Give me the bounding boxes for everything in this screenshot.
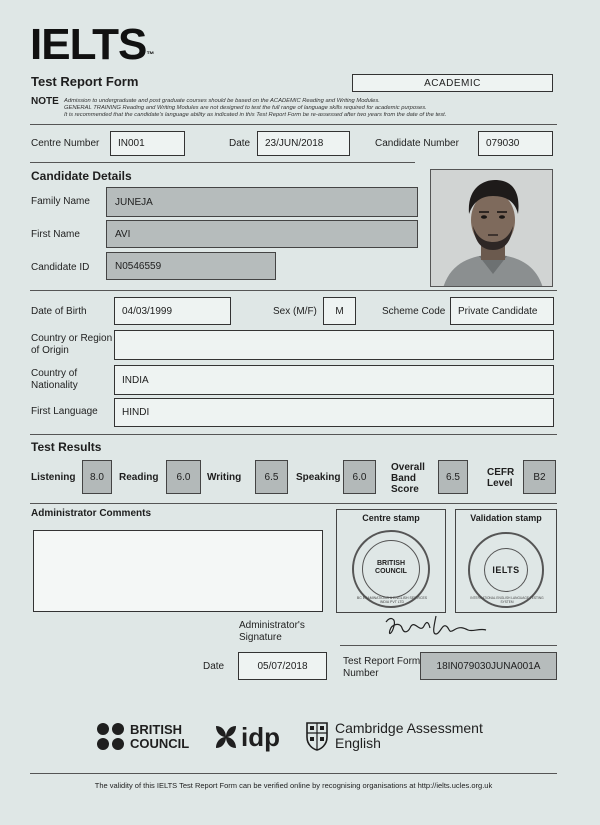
validation-stamp-box: [455, 509, 557, 613]
country-region-label: [31, 333, 112, 357]
candidate-number-field: 079030: [478, 131, 553, 156]
centre-number-field: IN001: [110, 131, 185, 156]
note-text: [64, 98, 554, 119]
candidate-details-heading: Candidate Details: [31, 169, 132, 183]
writing-label: Writing: [207, 472, 242, 483]
ielts-validation-stamp: [468, 532, 544, 608]
family-name-label: Family Name: [31, 196, 90, 207]
note-line: GENERAL TRAINING Reading and Writing Modules are not designed to test the full range of language skills required for academic purposes.: [64, 105, 427, 111]
british-council-text: COUNCIL: [130, 736, 190, 751]
overall-band-label: [391, 462, 425, 495]
cefr-label-line2: Level: [487, 478, 513, 489]
note-label: NOTE: [31, 96, 59, 107]
overall-label-line1: Overall: [391, 462, 425, 473]
british-council-dots-icon: [96, 722, 126, 752]
divider: [30, 124, 557, 125]
idp-logo: [213, 720, 280, 754]
first-language-field: HINDI: [114, 398, 554, 427]
nationality-label-line2: Nationality: [31, 380, 78, 391]
listening-label: Listening: [31, 472, 76, 483]
form-title: Test Report Form: [31, 74, 139, 89]
note-line: Admission to undergraduate and post graduate courses should be based on the ACADEMIC Reading and Writing Modules.: [64, 98, 380, 104]
centre-stamp-box: [336, 509, 446, 613]
issue-date-field: 05/07/2018: [238, 652, 327, 680]
cambridge-text: Cambridge Assessment: [335, 720, 483, 736]
admin-comments-field: [33, 530, 323, 612]
writing-score: 6.5: [255, 460, 288, 494]
first-name-field: AVI: [106, 220, 418, 248]
module-field: ACADEMIC: [352, 74, 553, 92]
british-council-text: BRITISH: [130, 722, 182, 737]
divider: [30, 434, 557, 435]
overall-label-line2: Band: [391, 473, 416, 484]
issue-date-label: Date: [203, 661, 225, 672]
nationality-label-line1: Country of: [31, 368, 78, 379]
trf-number-label: [343, 656, 420, 680]
dob-label: Date of Birth: [31, 306, 87, 317]
admin-comments-heading: Administrator Comments: [31, 508, 152, 519]
divider: [30, 290, 557, 291]
stamp-ring-text: INTERNATIONAL ENGLISH LANGUAGE TESTING SYSTEM: [470, 596, 544, 604]
centre-stamp-label: Centre stamp: [362, 513, 420, 523]
cefr-level-score: B2: [523, 460, 556, 494]
stamp-text: IELTS: [492, 565, 520, 575]
test-date-field: 23/JUN/2018: [257, 131, 350, 156]
british-council-logo: [96, 722, 189, 752]
admin-signature: [380, 612, 500, 642]
country-region-label-line2: of Origin: [31, 345, 69, 356]
note-line: It is recommended that the candidate's language ability as indicated in this Test Report Form be re-assessed after two years from the date of the test.: [64, 112, 447, 118]
candidate-number-label: Candidate Number: [375, 138, 459, 149]
admin-signature-label: [239, 620, 305, 644]
verification-text: The validity of this IELTS Test Report Form can be verified online by recognising organisations at http://ielts.ucles.org.uk: [94, 781, 493, 790]
cambridge-text: English: [335, 735, 381, 751]
test-results-heading: Test Results: [31, 440, 102, 454]
divider: [30, 162, 415, 163]
trf-label-line1: Test Report Form: [343, 656, 421, 667]
sex-field: M: [323, 297, 356, 325]
divider: [30, 503, 557, 504]
test-date-label: Date: [229, 138, 251, 149]
stamp-text: BRITISH: [377, 560, 405, 567]
stamp-ring-text: BC EXAMINATIONS & ENGLISH SERVICES INDIA PVT LTD: [356, 596, 428, 604]
cefr-label-line1: CEFR: [487, 467, 515, 478]
british-council-stamp: [352, 530, 430, 608]
speaking-score: 6.0: [343, 460, 376, 494]
trf-number-field: 18IN079030JUNA001A: [420, 652, 557, 680]
candidate-id-field: N0546559: [106, 252, 276, 280]
overall-band-score: 6.5: [438, 460, 468, 494]
listening-score: 8.0: [82, 460, 112, 494]
signature-label-line2: Signature: [239, 632, 282, 643]
nationality-label: [31, 368, 78, 392]
cefr-level-label: [487, 467, 514, 489]
trf-label-line2: Number: [343, 668, 379, 679]
reading-label: Reading: [119, 472, 159, 483]
overall-label-line3: Score: [391, 484, 419, 495]
cambridge-logo: [305, 719, 483, 753]
sex-label: Sex (M/F): [273, 306, 317, 317]
first-language-label: First Language: [31, 406, 98, 417]
speaking-label: Speaking: [296, 472, 341, 483]
signature-label-line1: Administrator's: [239, 620, 305, 631]
family-name-field: JUNEJA: [106, 187, 418, 217]
nationality-field: INDIA: [114, 365, 554, 395]
candidate-id-label: Candidate ID: [31, 262, 90, 273]
idp-text: idp: [241, 722, 280, 752]
scheme-code-field: Private Candidate: [450, 297, 554, 325]
first-name-label: First Name: [31, 229, 80, 240]
dob-field: 04/03/1999: [114, 297, 231, 325]
country-region-field: [114, 330, 554, 360]
divider: [30, 773, 557, 774]
ielts-logo: IELTS™: [30, 20, 154, 69]
centre-number-label: Centre Number: [31, 138, 100, 149]
scheme-code-label: Scheme Code: [382, 306, 446, 317]
signature-line: [340, 645, 557, 646]
country-region-label-line1: Country or Region: [31, 333, 113, 344]
validation-stamp-label: Validation stamp: [470, 513, 542, 523]
stamp-text: COUNCIL: [375, 568, 407, 575]
cambridge-shield-icon: [305, 721, 329, 751]
idp-mark-icon: [213, 722, 239, 752]
candidate-photo: [430, 169, 553, 287]
reading-score: 6.0: [166, 460, 201, 494]
